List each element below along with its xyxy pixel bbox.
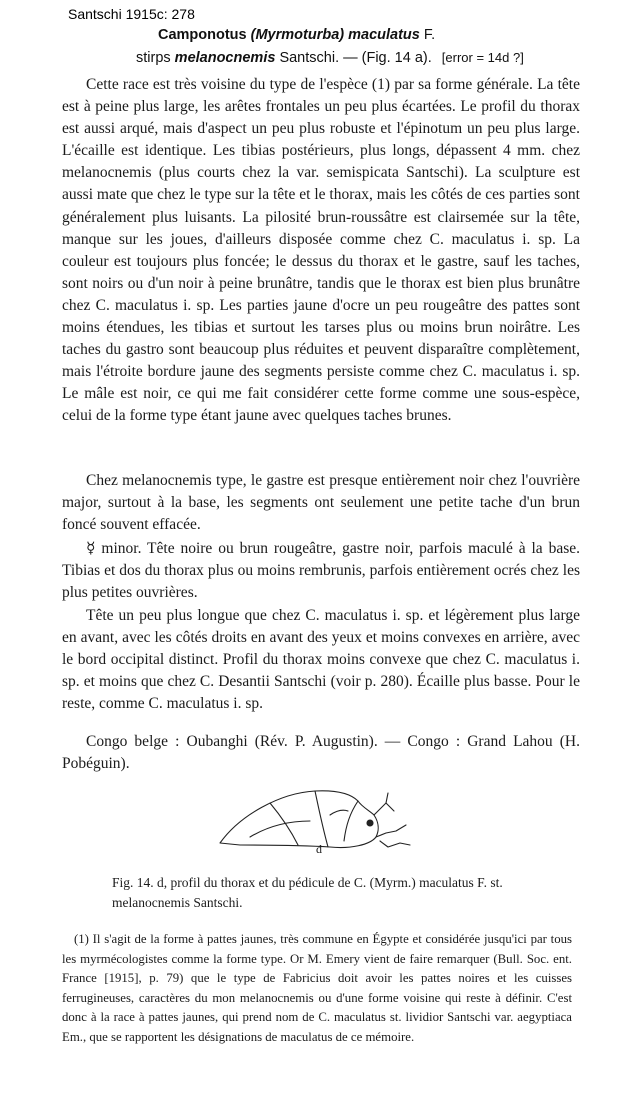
paragraph-type-note: Chez melanocnemis type, le gastre est presque entièrement noir chez l'ouvrière major, surtout à la base, les segments ont seulement une petite tache d'un brun foncé souvent effacée. [62,472,580,534]
paragraph-minor: ☿ minor. Tête noire ou brun rougeâtre, gastre noir, parfois maculé à la base. Tibias et dos du thorax plus ou moins rembrunis, parfois entièrement ocrés chez les plus petites ouvrières. [62,540,580,602]
figure-label: d [316,842,322,856]
taxon-heading [158,27,435,43]
species-name: maculatus [348,27,420,43]
paragraph-head-profile: Tête un peu plus longue que chez C. maculatus i. sp. et légèrement plus large en avant, avec les côtés droits en avant des yeux et moins convexes en arrière, avec le bord occipital distinct. Profil du thorax moins convexe que chez C. maculatus i. sp. et moins que chez C. Desantii Santschi (voir p. 280). Écaille plus basse. Pour le reste, comme C. maculatus i. sp. [62,607,580,713]
subgenus-name: (Myrmoturba) [250,27,345,43]
stirps-name: melanocnemis [174,50,276,66]
reference-citation: Santschi 1915c: 278 [68,6,195,22]
error-note: [error = 14d ?] [441,50,524,65]
genus-name: Camponotus [158,27,247,43]
paragraph-description: Cette race est très voisine du type de l'espèce (1) par sa forme générale. La tête est à peine plus large, les arêtes frontales un peu plus écartées. Le profil du thorax est aussi arqué, mais d'aspect un peu plus robuste et l'épinotum un peu plus large. L'écaille est identique. Les tibias postérieurs, plus longs, dépassent 4 mm. chez melanocnemis (plus courts chez la var. semispicata Santschi). La sculpture est aussi mate que chez le type sur la tête et le thorax, mais les côtés de ces parties sont généralement plus luisants. La pilosité brun-roussâtre est clairsemée sur la tête, manque sur les joues, d'ailleurs disposée comme chez C. maculatus i. sp. La couleur est toujours plus foncée; le dessus du thorax et le gastre, sauf les taches, sont noirs ou d'un noir à peine brunâtre, tandis que le thorax est bien plus brunâtre chez C. maculatus i. sp. Les parties jaune d'ocre un peu rougeâtre des pattes sont moins étendues, les tibias et surtout les tarses plus ou moins brun noirâtre. Les taches du gastro sont beaucoup plus réduites et peuvent disparaître complètement, mais l'étroite bordure jaune des segments persiste comme chez C. maculatus i. sp. Le mâle est noir, ce qui me fait considérer cette forme comme une sous-espèce, celui de la forme type étant jaune avec quelques taches brunes. [62,76,580,425]
stirps-prefix: stirps [136,50,175,66]
paragraph-localities: Congo belge : Oubanghi (Rév. P. Augustin). — Congo : Grand Lahou (H. Pobéguin). [62,733,580,773]
species-author: F. [423,27,436,43]
figure-caption: Fig. 14. d, profil du thorax et du pédicule de C. (Myrm.) maculatus F. st. melanocnemis Santschi. [112,875,503,910]
stirps-heading [136,50,524,66]
footnote: (1) Il s'agit de la forme à pattes jaunes, très commune en Égypte et considérée jusqu'ici par tous les myrmécologistes comme la forme type. Or M. Emery vient de faire remarquer (Bull. Soc. ent. France [1915], p. 79) que le type de Fabricius doit avoir les pattes noires et les cuisses ferrugineuses, caractères du mon melanocnemis ou d'une forme voisine qui reste à définir. C'est donc à la race à pattes jaunes, qui prend nom de C. maculatus st. lividior Santschi var. aegyptiaca Em., que se rapportent les désignations de maculatus de ce mémoire. [62,932,572,1044]
stirps-suffix: Santschi. — (Fig. 14 a). [275,50,432,66]
